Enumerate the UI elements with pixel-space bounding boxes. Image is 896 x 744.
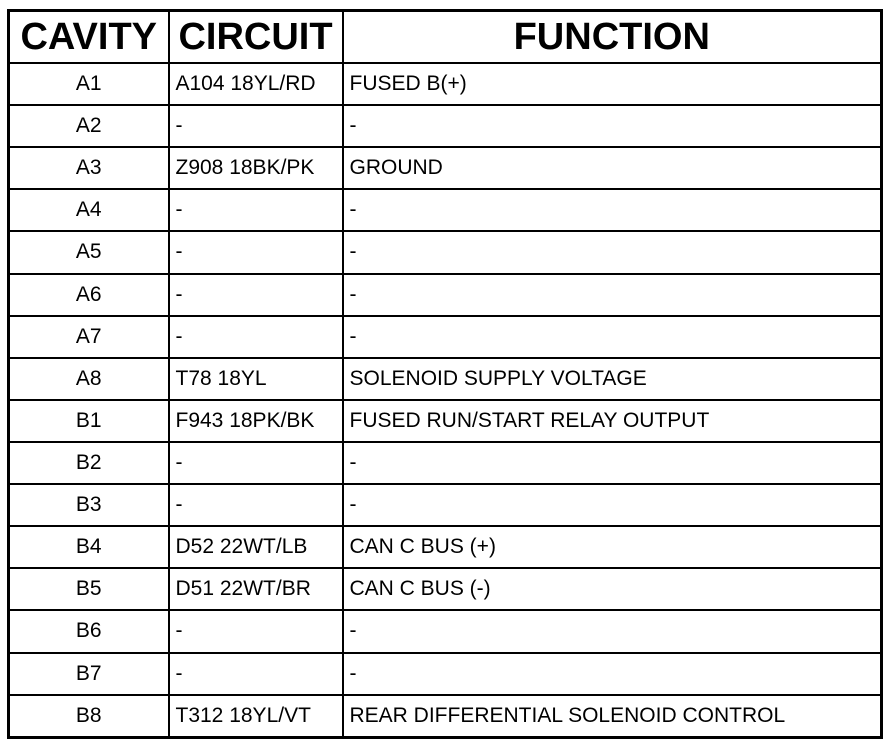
function-cell: SOLENOID SUPPLY VOLTAGE bbox=[343, 358, 882, 400]
table-row bbox=[9, 316, 882, 358]
function-cell: - bbox=[343, 316, 882, 358]
cavity-cell: A5 bbox=[9, 231, 169, 273]
table-row bbox=[9, 568, 882, 610]
cavity-cell: A4 bbox=[9, 189, 169, 231]
circuit-cell: A104 18YL/RD bbox=[169, 63, 343, 105]
cavity-cell: B3 bbox=[9, 484, 169, 526]
function-cell: - bbox=[343, 231, 882, 273]
cavity-cell: A8 bbox=[9, 358, 169, 400]
cavity-cell: B8 bbox=[9, 695, 169, 738]
table-row bbox=[9, 400, 882, 442]
cavity-cell: A7 bbox=[9, 316, 169, 358]
function-cell: - bbox=[343, 484, 882, 526]
function-header: FUNCTION bbox=[343, 11, 882, 64]
cavity-cell: B2 bbox=[9, 442, 169, 484]
circuit-header: CIRCUIT bbox=[169, 11, 343, 64]
table-body bbox=[9, 63, 882, 738]
function-cell: REAR DIFFERENTIAL SOLENOID CONTROL bbox=[343, 695, 882, 738]
table-row bbox=[9, 147, 882, 189]
function-cell: - bbox=[343, 105, 882, 147]
table-row bbox=[9, 358, 882, 400]
table-row bbox=[9, 63, 882, 105]
circuit-cell: - bbox=[169, 189, 343, 231]
function-cell: CAN C BUS (+) bbox=[343, 526, 882, 568]
circuit-cell: - bbox=[169, 274, 343, 316]
circuit-cell: - bbox=[169, 484, 343, 526]
function-cell: - bbox=[343, 610, 882, 652]
function-cell: CAN C BUS (-) bbox=[343, 568, 882, 610]
circuit-cell: T78 18YL bbox=[169, 358, 343, 400]
cavity-header: CAVITY bbox=[9, 11, 169, 64]
table-row bbox=[9, 695, 882, 738]
circuit-cell: - bbox=[169, 231, 343, 273]
circuit-cell: - bbox=[169, 610, 343, 652]
circuit-cell: Z908 18BK/PK bbox=[169, 147, 343, 189]
function-cell: FUSED B(+) bbox=[343, 63, 882, 105]
circuit-cell: - bbox=[169, 653, 343, 695]
table-row bbox=[9, 189, 882, 231]
function-cell: - bbox=[343, 653, 882, 695]
circuit-cell: T312 18YL/VT bbox=[169, 695, 343, 738]
circuit-cell: F943 18PK/BK bbox=[169, 400, 343, 442]
table-row bbox=[9, 484, 882, 526]
table-row bbox=[9, 526, 882, 568]
table-row bbox=[9, 105, 882, 147]
function-cell: - bbox=[343, 274, 882, 316]
function-cell: GROUND bbox=[343, 147, 882, 189]
circuit-cell: - bbox=[169, 442, 343, 484]
circuit-cell: - bbox=[169, 105, 343, 147]
cavity-cell: A1 bbox=[9, 63, 169, 105]
cavity-cell: A2 bbox=[9, 105, 169, 147]
cavity-cell: B6 bbox=[9, 610, 169, 652]
circuit-cell: - bbox=[169, 316, 343, 358]
table-row bbox=[9, 610, 882, 652]
connector-pinout-table bbox=[7, 9, 883, 739]
cavity-cell: A6 bbox=[9, 274, 169, 316]
circuit-cell: D52 22WT/LB bbox=[169, 526, 343, 568]
table-row bbox=[9, 274, 882, 316]
function-cell: FUSED RUN/START RELAY OUTPUT bbox=[343, 400, 882, 442]
header-row bbox=[9, 11, 882, 64]
cavity-cell: B5 bbox=[9, 568, 169, 610]
function-cell: - bbox=[343, 442, 882, 484]
cavity-cell: B1 bbox=[9, 400, 169, 442]
circuit-cell: D51 22WT/BR bbox=[169, 568, 343, 610]
function-cell: - bbox=[343, 189, 882, 231]
table-row bbox=[9, 231, 882, 273]
table-row bbox=[9, 653, 882, 695]
cavity-cell: B4 bbox=[9, 526, 169, 568]
table-row bbox=[9, 442, 882, 484]
cavity-cell: A3 bbox=[9, 147, 169, 189]
cavity-cell: B7 bbox=[9, 653, 169, 695]
